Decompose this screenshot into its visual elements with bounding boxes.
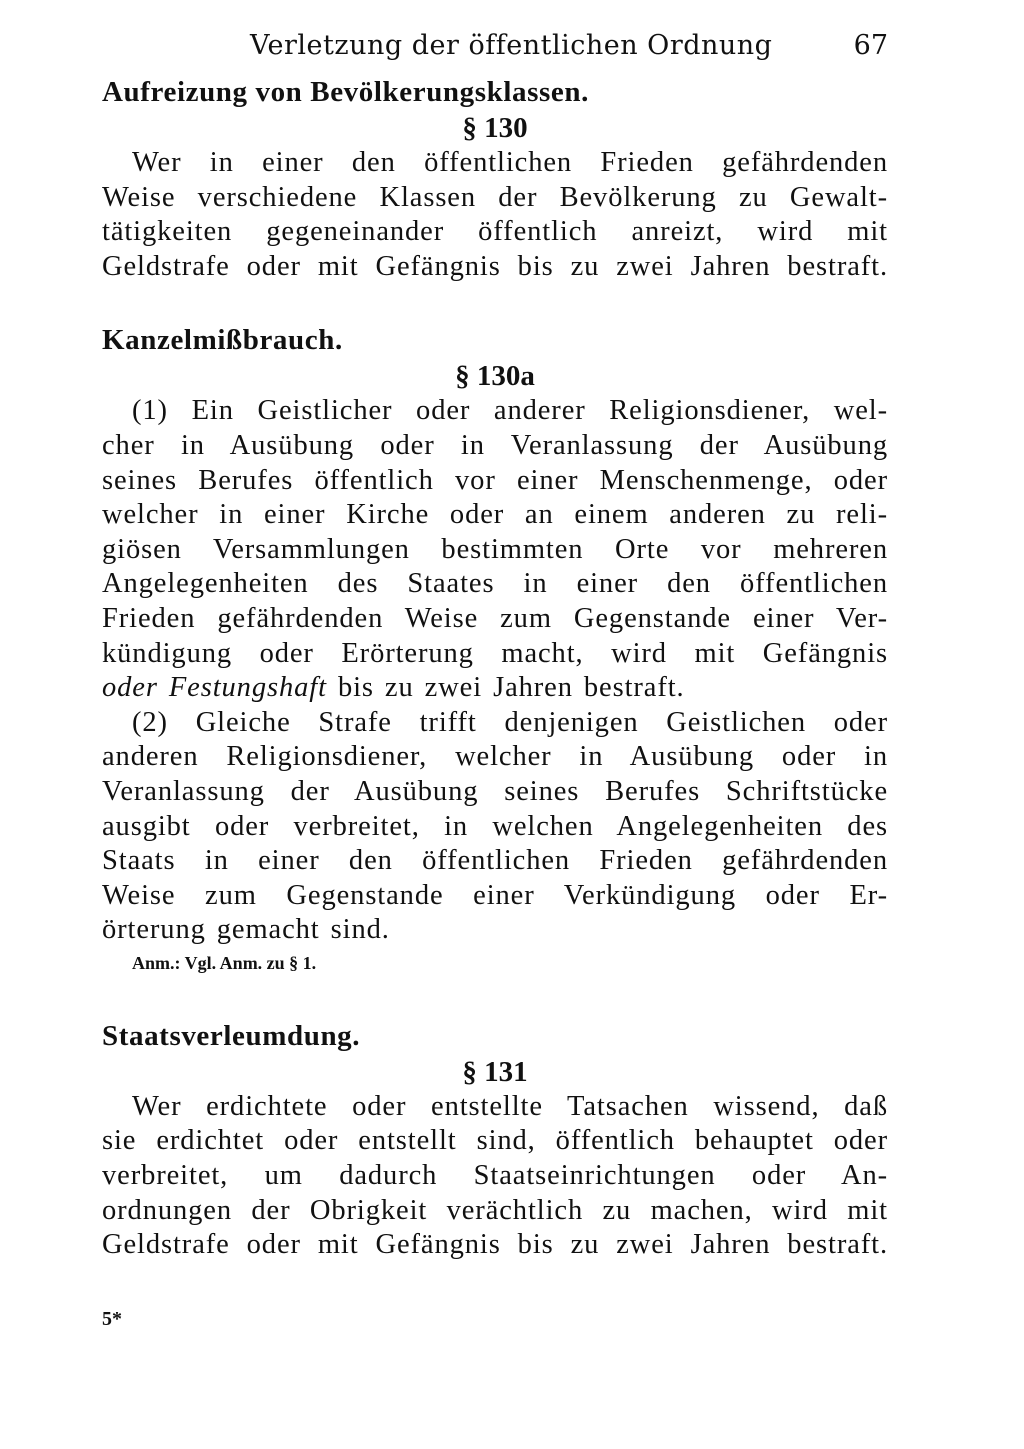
text-line: Weise verschiedene Klassen der Bevölkerung zu Gewalt- <box>102 181 888 213</box>
italic-phrase: oder Festungshaft <box>102 672 327 704</box>
text-line: Geldstrafe oder mit Gefängnis bis zu zwei Jahren bestraft. <box>102 1229 888 1261</box>
text-line: (1) Ein Geistlicher oder anderer Religionsdiener, wel- <box>132 395 888 427</box>
text-line: Weise zum Gegenstande einer Verkündigung oder Er- <box>102 879 888 911</box>
paragraph-number: § 130 <box>462 112 528 144</box>
signature-mark: 5* <box>102 1308 122 1330</box>
section-heading: Aufreizung von Bevölkerungsklassen. <box>102 76 589 108</box>
text-line <box>102 671 888 706</box>
text-line: ausgibt oder verbreitet, in welchen Angelegenheiten des <box>102 810 888 842</box>
text-line: anderen Religionsdiener, welcher in Ausübung oder in <box>102 741 888 773</box>
paragraph-number: § 131 <box>462 1055 528 1088</box>
subsection-2 <box>102 706 888 948</box>
running-head <box>102 30 888 74</box>
text-line: ordnungen der Obrigkeit verächtlich zu machen, wird mit <box>102 1194 888 1226</box>
text-line: örterung gemacht sind. <box>102 914 390 946</box>
text-line: Wer in einer den öffentlichen Frieden gefährdenden <box>132 147 888 178</box>
section-131 <box>102 1018 888 1263</box>
text-line: sie erdichtet oder entstellt sind, öffentlich behauptet oder <box>102 1125 888 1157</box>
section-heading: Kanzelmißbrauch. <box>102 324 343 357</box>
text-line: cher in Ausübung oder in Veranlassung der Ausübung <box>102 429 888 461</box>
paragraph-body <box>102 1090 888 1263</box>
text-line: kündigung oder Erörterung macht, wird mit Gefängnis <box>102 637 888 669</box>
text-line: Veranlassung der Ausübung seines Berufes Schriftstücke <box>102 775 888 807</box>
subsection-1 <box>102 394 888 705</box>
text-line: tätigkeiten gegeneinander öffentlich anreizt, wird mit <box>102 216 888 248</box>
text-line: giösen Versammlungen bestimmten Orte vor mehreren <box>102 533 888 565</box>
section-130 <box>102 74 888 284</box>
text-line: Staats in einer den öffentlichen Frieden gefährdenden <box>102 845 888 877</box>
text-line: verbreitet, um dadurch Staatseinrichtungen oder An- <box>102 1160 888 1192</box>
paragraph-number: § 130a <box>455 360 535 393</box>
text-fragment: bis zu zwei Jahren bestraft. <box>326 672 685 704</box>
text-line: seines Berufes öffentlich vor einer Menschenmenge, oder <box>102 464 888 496</box>
annotation-note: Anm.: Vgl. Anm. zu § 1. <box>132 952 317 973</box>
text-line: Frieden gefährdenden Weise zum Gegenstande einer Ver- <box>102 602 888 634</box>
text-line: Angelegenheiten des Staates in einer den öffentlichen <box>102 568 888 600</box>
section-130a <box>102 322 888 978</box>
paragraph-body <box>102 146 888 284</box>
text-line: Geldstrafe oder mit Gefängnis bis zu zwei Jahren bestraft. <box>102 250 888 282</box>
running-title: Verletzung der öffentlichen Ordnung <box>250 30 773 61</box>
book-page <box>102 30 888 1263</box>
text-line: Wer erdichtete oder entstellte Tatsachen wissend, daß <box>132 1090 888 1122</box>
page-number: 67 <box>853 30 888 61</box>
text-line: welcher in einer Kirche oder an einem anderen zu reli- <box>102 499 888 531</box>
text-line: (2) Gleiche Strafe trifft denjenigen Geistlichen oder <box>132 706 888 738</box>
section-heading: Staatsverleumdung. <box>102 1019 361 1052</box>
